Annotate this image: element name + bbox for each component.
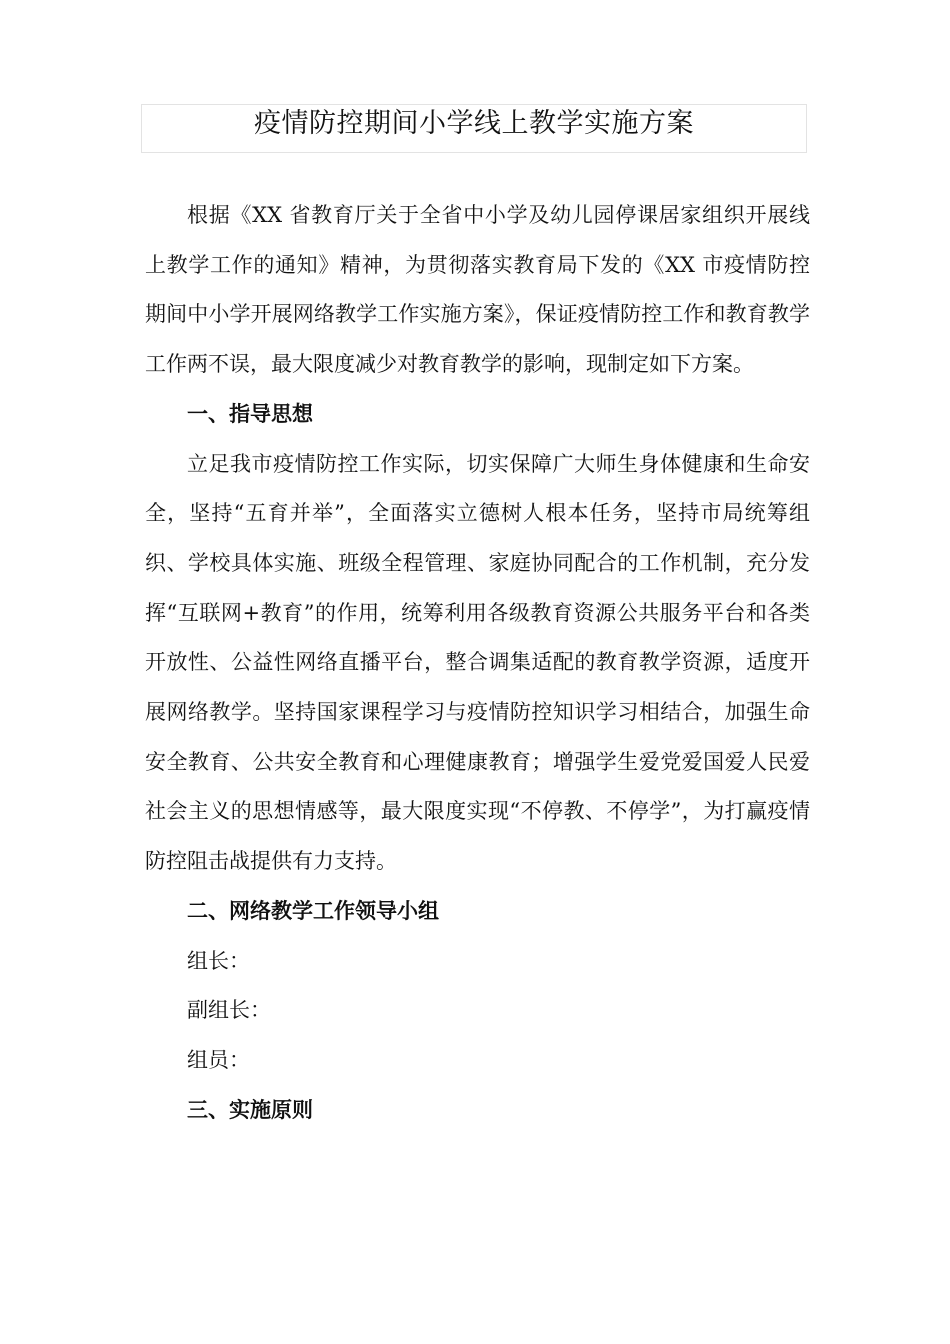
paragraph-deputy-leader: 副组长： bbox=[187, 998, 271, 1023]
heading-principles: 三、实施原则 bbox=[187, 1097, 313, 1122]
document-body bbox=[145, 191, 810, 1135]
document-title: 疫情防控期间小学线上教学实施方案 bbox=[254, 108, 694, 139]
paragraph-group-leader: 组长： bbox=[187, 948, 250, 973]
paragraph-members: 组员： bbox=[187, 1047, 250, 1072]
heading-leading-group: 二、网络教学工作领导小组 bbox=[187, 898, 439, 923]
heading-guiding-ideology: 一、指导思想 bbox=[187, 401, 313, 426]
title-box bbox=[141, 104, 807, 153]
paragraph-guiding-ideology: 立足我市疫情防控工作实际，切实保障广大师生身体健康和生命安全，坚持“五育并举”，全面落实立德树人根本任务，坚持市局统筹组织、学校具体实施、班级全程管理、家庭协同配合的工作机制，充分发挥“互联网+教育”的作用，统筹利用各级教育资源公共服务平台和各类开放性、公益性网络直播平台，整合调集适配的教育教学资源，适度开展网络教学。坚持国家课程学习与疫情防控知识学习相结合，加强生命安全教育、公共安全教育和心理健康教育；增强学生爱党爱国爱人民爱社会主义的思想情感等，最大限度实现“不停教、不停学”，为打赢疫情防控阻击战提供有力支持。 bbox=[145, 451, 810, 874]
paragraph-intro: 根据《XX 省教育厅关于全省中小学及幼儿园停课居家组织开展线上教学工作的通知》精神，为贯彻落实教育局下发的《XX 市疫情防控期间中小学开展网络教学工作实施方案》，保证疫情防控工作和教育教学工作两不误，最大限度减少对教育教学的影响，现制定如下方案。 bbox=[145, 203, 810, 377]
